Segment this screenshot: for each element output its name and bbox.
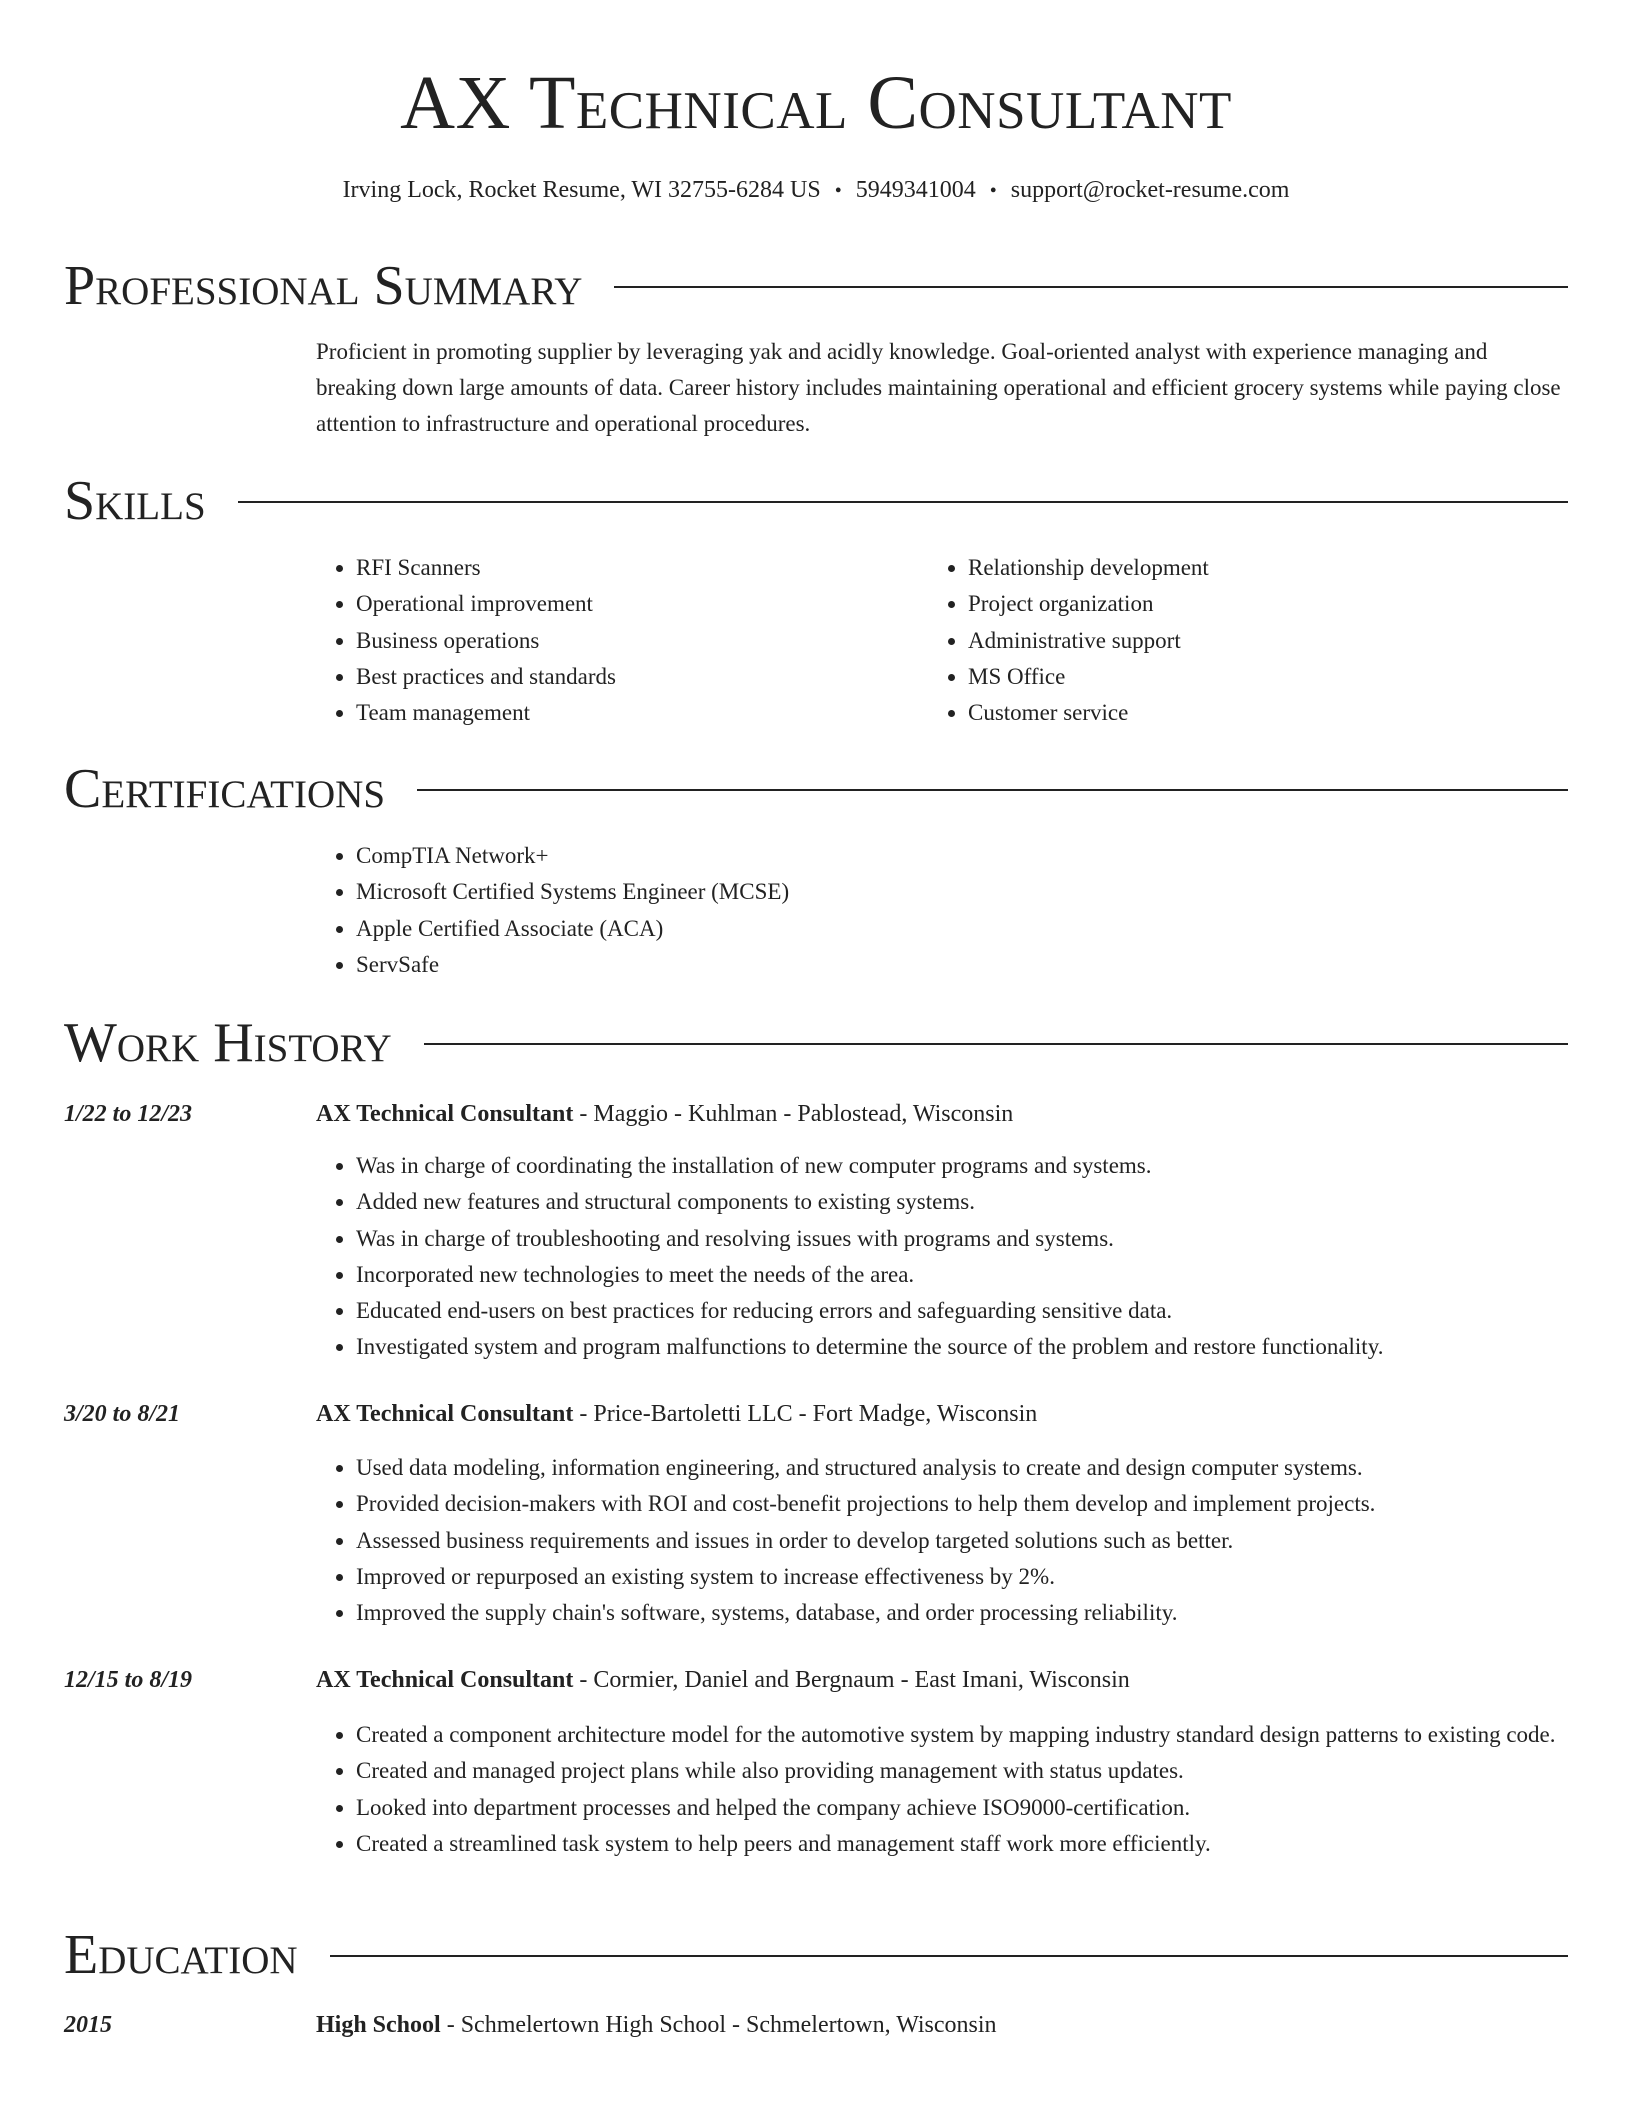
job-title-line: [316, 1098, 1013, 1130]
skill-item: • MS Office: [968, 659, 1568, 695]
contact-address: Irving Lock, Rocket Resume, WI 32755-6284 US: [342, 177, 821, 203]
certification-item: • CompTIA Network+: [356, 838, 1616, 874]
section-title: Professional Summary: [64, 255, 583, 317]
job-dates: 3/20 to 8/21: [64, 1401, 181, 1427]
section-divider: [424, 1043, 1568, 1045]
job-bullet: • Created a streamlined task system to help peers and management staff work more efficiently.: [356, 1826, 1616, 1862]
job-employer: - Price-Bartoletti LLC - Fort Madge, Wisconsin: [573, 1401, 1038, 1427]
section-divider: [238, 501, 1568, 503]
job-bullet: • Was in charge of troubleshooting and resolving issues with programs and systems.: [356, 1221, 1616, 1257]
section-title: Skills: [64, 470, 206, 532]
education-school: - Schmelertown High School - Schmelertown, Wisconsin: [440, 2012, 997, 2038]
section-heading-certifications: [64, 757, 1568, 821]
job-bullet: • Investigated system and program malfunctions to determine the source of the problem and restore functionality.: [356, 1329, 1616, 1365]
contact-separator: •: [989, 180, 997, 202]
section-title: Certifications: [64, 758, 386, 820]
certifications-list: [312, 838, 1616, 983]
certification-item: • Apple Certified Associate (ACA): [356, 911, 1616, 947]
skills-list-left: [312, 550, 916, 731]
job-bullet: • Created and managed project plans while also providing management with status updates.: [356, 1753, 1616, 1789]
job-bullet: • Created a component architecture model for the automotive system by mapping industry standard design patterns to existing code.: [356, 1717, 1616, 1753]
job-bullet: • Looked into department processes and helped the company achieve ISO9000-certification.: [356, 1790, 1616, 1826]
job-bullet: • Incorporated new technologies to meet the needs of the area.: [356, 1257, 1616, 1293]
education-degree: High School: [316, 2012, 441, 2038]
contact-line: [0, 174, 1632, 207]
contact-email: support@rocket-resume.com: [1010, 177, 1290, 203]
job-bullet: • Assessed business requirements and issues in order to develop targeted solutions such as better.: [356, 1523, 1616, 1559]
education-line: [316, 2009, 997, 2041]
section-heading-work-history: [64, 1011, 1568, 1075]
job-bullet: • Provided decision-makers with ROI and cost-benefit projections to help them develop and implement projects.: [356, 1486, 1616, 1522]
skills-list-right: [924, 550, 1568, 731]
job-title: AX Technical Consultant: [316, 1667, 574, 1693]
skill-item: • Best practices and standards: [356, 659, 916, 695]
summary-text: Proficient in promoting supplier by leveraging yak and acidly knowledge. Goal-oriented analyst with experience managing and breaking down large amounts of data. Career history includes maintaining operational and efficient grocery systems while paying close attention to infrastructure and operational procedures.: [316, 339, 1561, 436]
resume-name: AX Technical Consultant: [400, 61, 1232, 145]
job-bullets: [312, 1717, 1616, 1862]
contact-phone: 5949341004: [855, 177, 976, 203]
skill-item: • Project organization: [968, 586, 1568, 622]
job-title: AX Technical Consultant: [316, 1101, 574, 1127]
job-employer: - Cormier, Daniel and Bergnaum - East Imani, Wisconsin: [573, 1667, 1130, 1693]
section-divider: [417, 789, 1568, 791]
job-dates: 12/15 to 8/19: [64, 1667, 193, 1693]
skill-item: • Customer service: [968, 695, 1568, 731]
job-bullet: • Improved the supply chain's software, systems, database, and order processing reliability.: [356, 1595, 1616, 1631]
job-bullet: • Added new features and structural components to existing systems.: [356, 1184, 1616, 1220]
section-heading-summary: [64, 254, 1568, 318]
section-divider: [614, 286, 1568, 288]
job-employer: - Maggio - Kuhlman - Pablostead, Wisconsin: [573, 1101, 1014, 1127]
certification-item: • Microsoft Certified Systems Engineer (MCSE): [356, 874, 1616, 910]
job-bullets: [312, 1450, 1616, 1631]
job-bullet: • Used data modeling, information engineering, and structured analysis to create and design computer systems.: [356, 1450, 1616, 1486]
section-heading-education: [64, 1923, 1568, 1987]
job-dates: 1/22 to 12/23: [64, 1101, 193, 1127]
section-title: Education: [64, 1924, 298, 1986]
section-heading-skills: [64, 469, 1568, 533]
job-bullets: [312, 1148, 1616, 1366]
certification-item: • ServSafe: [356, 947, 1616, 983]
skill-item: • Administrative support: [968, 623, 1568, 659]
skill-item: • RFI Scanners: [356, 550, 916, 586]
job-title-line: [316, 1398, 1037, 1430]
job-bullet: • Was in charge of coordinating the installation of new computer programs and systems.: [356, 1148, 1616, 1184]
job-bullet: • Improved or repurposed an existing system to increase effectiveness by 2%.: [356, 1559, 1616, 1595]
job-title: AX Technical Consultant: [316, 1401, 574, 1427]
job-title-line: [316, 1664, 1130, 1696]
section-title: Work History: [64, 1012, 392, 1074]
skill-item: • Team management: [356, 695, 916, 731]
education-year: 2015: [64, 2012, 112, 2038]
skill-item: • Business operations: [356, 623, 916, 659]
contact-separator: •: [834, 180, 842, 202]
skill-item: • Operational improvement: [356, 586, 916, 622]
section-divider: [330, 1955, 1568, 1957]
job-bullet: • Educated end-users on best practices for reducing errors and safeguarding sensitive data.: [356, 1293, 1616, 1329]
skill-item: • Relationship development: [968, 550, 1568, 586]
